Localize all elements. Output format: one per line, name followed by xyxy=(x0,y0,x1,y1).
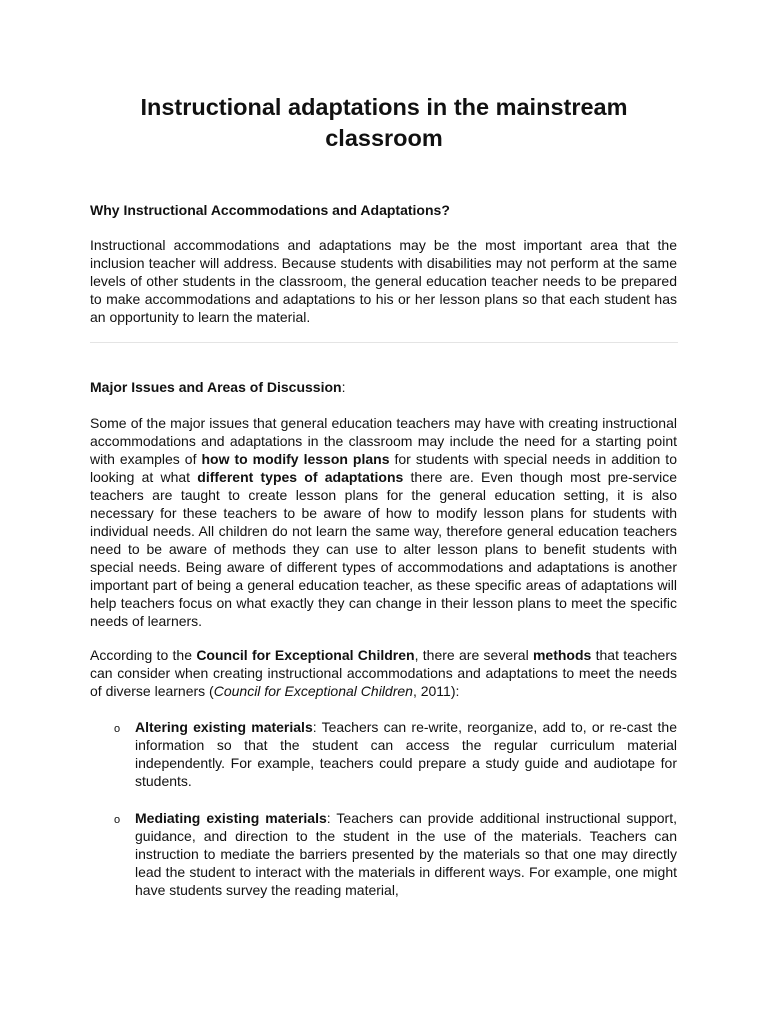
para1-text-3: there are. Even though most pre-service teachers are taught to create lesson plans for the general education setting, it is also necessary for these teachers to be aware of how to modify lesson plans for students with individual needs. All children do not learn the same way, therefore general education teachers need to be aware of methods they can use to alter lesson plans to benefit students with special needs. Being aware of different types of accommodations and adaptations is another important part of being a general education teacher, as these specific areas of adaptations will help teachers focus on what exactly they can change in their lesson plans to meet the specific needs of learners. xyxy=(90,469,677,629)
para2-text-2: , there are several xyxy=(414,647,533,663)
section-heading-colon: : xyxy=(341,379,346,395)
bullet-marker: o xyxy=(114,723,121,735)
document-title: Instructional adaptations in the mainstream classroom xyxy=(140,94,628,151)
paragraph-cec-methods xyxy=(90,646,677,700)
paragraph-major-issues xyxy=(90,414,677,630)
para1-text-1: Some of the major issues that general education teachers may have with creating instructional accommodations and adaptations in the classroom may include the need for a starting point with examples of xyxy=(90,415,677,467)
para2-italic-council: Council for Exceptional Children xyxy=(213,683,413,699)
para1-text-2: for students with special needs in addition to looking at what xyxy=(90,451,677,485)
para1-bold-modify-lesson-plans: how to modify lesson plans xyxy=(201,451,390,467)
list-item-bold-label: Altering existing materials xyxy=(135,719,313,735)
para2-text-3: that teachers can consider when creating instructional accommodations and adaptations to meet the needs of diverse learners ( xyxy=(90,647,677,699)
section-heading-major-issues xyxy=(90,378,345,396)
list-item-altering-materials xyxy=(135,718,677,790)
list-item-mediating-materials xyxy=(135,809,677,899)
bullet-marker: o xyxy=(114,814,121,826)
para2-bold-council: Council for Exceptional Children xyxy=(196,647,415,663)
section-heading-why: Why Instructional Accommodations and Adaptations? xyxy=(90,202,450,218)
list-item-text: : Teachers can provide additional instructional support, guidance, and direction to the student in the use of the materials. Teachers can instruction to mediate the barriers presented by the materials so that one may directly lead the student to interact with the materials in different ways. For example, one might have students survey the reading material, xyxy=(135,810,677,898)
paragraph-why: Instructional accommodations and adaptations may be the most important area that the inclusion teacher will address. Because students with disabilities may not perform at the same levels of other students in the classroom, the general education teacher needs to be prepared to make accommodations and adaptations to his or her lesson plans so that each student has an opportunity to learn the material. xyxy=(90,237,677,325)
para1-bold-types-of-adaptations: different types of adaptations xyxy=(197,469,404,485)
list-item-bold-label: Mediating existing materials xyxy=(135,810,327,826)
section-heading-major-issues-text: Major Issues and Areas of Discussion xyxy=(90,379,342,395)
list-item-text: : Teachers can re-write, reorganize, add to, or re-cast the information so that the student can access the regular curriculum material independently. For example, teachers could prepare a study guide and audiotape for students. xyxy=(135,719,677,789)
para2-text-4: , 2011): xyxy=(412,683,460,699)
para2-text-1: According to the xyxy=(90,647,197,663)
para2-bold-methods: methods xyxy=(532,647,592,663)
horizontal-divider xyxy=(90,342,678,343)
